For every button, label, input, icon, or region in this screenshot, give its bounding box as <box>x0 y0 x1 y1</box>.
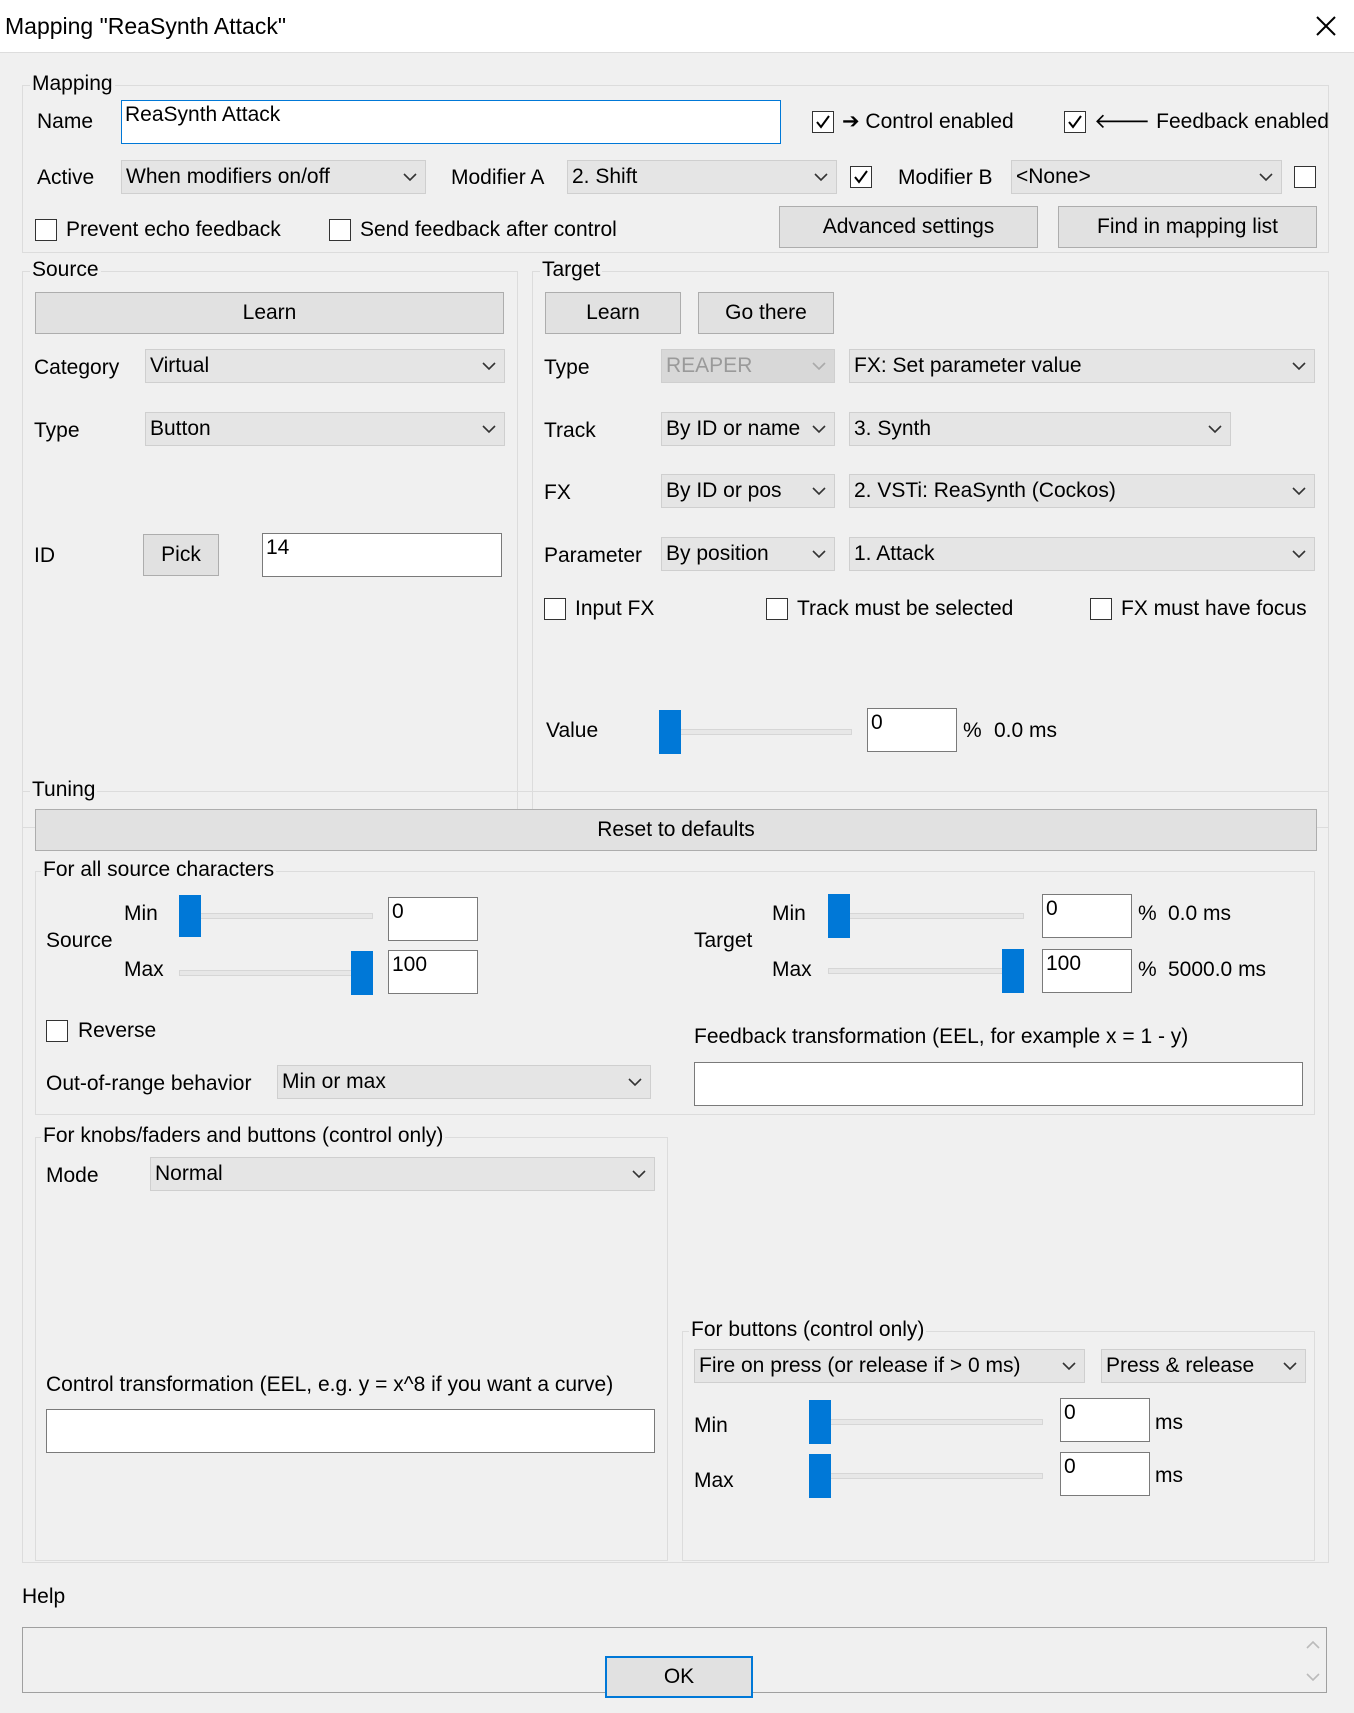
send-feedback-after-label: Send feedback after control <box>360 218 617 241</box>
scroll-down-icon[interactable] <box>1306 1672 1320 1682</box>
target-min-unit: % <box>1138 902 1157 925</box>
slider-track <box>828 968 1024 974</box>
modifier-a-select[interactable] <box>567 160 837 194</box>
slider-thumb[interactable] <box>179 895 201 937</box>
chevron-down-icon <box>1283 1361 1297 1371</box>
name-input[interactable] <box>121 100 781 144</box>
active-select-value: When modifiers on/off <box>126 165 330 188</box>
chevron-down-icon <box>482 361 496 371</box>
modifier-a-label: Modifier A <box>451 166 545 189</box>
chevron-down-icon <box>632 1169 646 1179</box>
chevron-down-icon <box>1292 361 1306 371</box>
feedback-enabled-checkbox[interactable] <box>1064 111 1086 133</box>
value-input[interactable] <box>867 708 957 752</box>
button-min-label: Min <box>694 1414 728 1437</box>
slider-thumb[interactable] <box>828 894 850 938</box>
prevent-echo-checkbox[interactable] <box>35 219 57 241</box>
fire-mode-select[interactable] <box>694 1349 1085 1383</box>
out-of-range-select[interactable] <box>277 1065 651 1099</box>
input-fx-checkbox[interactable] <box>544 598 566 620</box>
close-icon[interactable] <box>1298 0 1354 52</box>
mode-value: Normal <box>155 1162 223 1185</box>
source-group-title: Source <box>32 258 99 281</box>
target-max-label: Max <box>772 958 812 981</box>
parameter-label: Parameter <box>544 544 643 567</box>
fx-focus-label: FX must have focus <box>1121 597 1307 620</box>
track-selected-label: Track must be selected <box>797 597 1014 620</box>
source-learn-button[interactable]: Learn <box>35 292 504 334</box>
modifier-b-label: Modifier B <box>898 166 993 189</box>
track-selected-checkbox[interactable] <box>766 598 788 620</box>
value-label: Value <box>546 719 599 742</box>
slider-track <box>659 729 852 735</box>
feedback-transform-input[interactable] <box>694 1062 1303 1106</box>
modifier-b-checkbox[interactable] <box>1294 166 1316 188</box>
source-min-value: 0 <box>392 900 404 923</box>
parameter-mode-value: By position <box>666 542 769 565</box>
input-fx-label: Input FX <box>575 597 655 620</box>
source-min-slider[interactable] <box>179 895 373 937</box>
control-transform-label: Control transformation (EEL, e.g. y = x^8 if you want a curve) <box>46 1373 614 1396</box>
button-min-value: 0 <box>1064 1401 1076 1424</box>
fx-select[interactable] <box>849 474 1315 508</box>
slider-track <box>179 970 373 976</box>
slider-track <box>828 913 1024 919</box>
source-min-input[interactable] <box>388 897 478 941</box>
press-mode-select[interactable] <box>1101 1349 1306 1383</box>
chevron-down-icon <box>812 549 826 559</box>
source-type-label: Type <box>34 419 80 442</box>
reverse-checkbox[interactable] <box>46 1020 68 1042</box>
fire-mode-value: Fire on press (or release if > 0 ms) <box>699 1354 1021 1377</box>
tuning-target-label: Target <box>694 929 753 952</box>
out-of-range-label: Out-of-range behavior <box>46 1072 252 1095</box>
active-label: Active <box>37 166 95 189</box>
target-type-value: FX: Set parameter value <box>854 354 1082 377</box>
name-input-value: ReaSynth Attack <box>125 103 281 126</box>
button-max-slider[interactable] <box>809 1454 1043 1498</box>
chevron-down-icon <box>1208 424 1222 434</box>
fx-value: 2. VSTi: ReaSynth (Cockos) <box>854 479 1116 502</box>
id-label: ID <box>34 544 55 567</box>
track-mode-value: By ID or name <box>666 417 801 440</box>
id-input-value: 14 <box>266 536 290 559</box>
modifier-a-value: 2. Shift <box>572 165 638 188</box>
value-slider[interactable] <box>659 710 852 754</box>
mode-label: Mode <box>46 1164 99 1187</box>
target-group-title: Target <box>542 258 601 281</box>
button-min-unit: ms <box>1155 1411 1183 1434</box>
target-type-category-select <box>661 349 835 383</box>
chevron-down-icon <box>814 172 828 182</box>
name-label: Name <box>37 110 94 133</box>
out-of-range-value: Min or max <box>282 1070 386 1093</box>
button-min-input[interactable] <box>1060 1398 1150 1442</box>
knobs-faders-group <box>35 1137 668 1561</box>
target-min-readout: 0.0 ms <box>1168 902 1232 925</box>
chevron-down-icon <box>628 1077 642 1087</box>
target-type-label: Type <box>544 356 590 379</box>
source-min-label: Min <box>124 902 158 925</box>
category-value: Virtual <box>150 354 210 377</box>
value-readout: 0.0 ms <box>994 719 1058 742</box>
control-enabled-label: ➔ Control enabled <box>842 110 1014 133</box>
slider-thumb[interactable] <box>809 1400 831 1444</box>
pick-button[interactable]: Pick <box>143 534 219 576</box>
advanced-settings-button[interactable]: Advanced settings <box>779 206 1038 248</box>
button-max-label: Max <box>694 1469 734 1492</box>
active-select[interactable] <box>121 160 426 194</box>
slider-thumb[interactable] <box>809 1454 831 1498</box>
button-min-slider[interactable] <box>809 1400 1043 1444</box>
mapping-group-title: Mapping <box>32 72 113 95</box>
go-there-button[interactable]: Go there <box>698 292 834 334</box>
chevron-down-icon <box>482 424 496 434</box>
target-max-value: 100 <box>1046 952 1082 975</box>
target-min-slider[interactable] <box>828 894 1024 938</box>
modifier-b-value: <None> <box>1016 165 1091 188</box>
scroll-up-icon[interactable] <box>1306 1640 1320 1650</box>
target-type-category-value: REAPER <box>666 354 753 377</box>
fx-label: FX <box>544 481 571 504</box>
knobs-faders-title: For knobs/faders and buttons (control only) <box>43 1124 444 1147</box>
chevron-down-icon <box>1259 172 1273 182</box>
track-label: Track <box>544 419 596 442</box>
category-label: Category <box>34 356 120 379</box>
chevron-down-icon <box>1292 549 1306 559</box>
source-type-select[interactable] <box>145 412 505 446</box>
control-transform-input[interactable] <box>46 1409 655 1453</box>
ok-button[interactable]: OK <box>605 1656 753 1698</box>
modifier-b-select[interactable] <box>1011 160 1282 194</box>
find-in-mapping-list-button[interactable]: Find in mapping list <box>1058 206 1317 248</box>
target-max-input[interactable] <box>1042 949 1132 993</box>
all-source-chars-title: For all source characters <box>43 858 275 881</box>
value-input-value: 0 <box>871 711 883 734</box>
value-unit: % <box>963 719 982 742</box>
slider-track <box>179 913 373 919</box>
control-enabled-checkbox[interactable] <box>812 111 834 133</box>
dialog-body <box>0 52 1354 1713</box>
chevron-down-icon <box>812 486 826 496</box>
target-max-slider[interactable] <box>828 949 1024 993</box>
target-learn-button[interactable]: Learn <box>545 292 681 334</box>
mode-select[interactable] <box>150 1157 655 1191</box>
target-max-readout: 5000.0 ms <box>1168 958 1267 981</box>
target-min-value: 0 <box>1046 897 1058 920</box>
track-mode-select[interactable] <box>661 412 835 446</box>
fx-mode-value: By ID or pos <box>666 479 782 502</box>
slider-track <box>809 1419 1043 1425</box>
id-input[interactable] <box>262 533 502 577</box>
slider-thumb[interactable] <box>659 710 681 754</box>
help-label: Help <box>22 1585 66 1608</box>
track-value: 3. Synth <box>854 417 932 440</box>
tuning-group-title: Tuning <box>32 778 96 801</box>
target-min-input[interactable] <box>1042 894 1132 938</box>
parameter-select[interactable] <box>849 537 1315 571</box>
fx-mode-select[interactable] <box>661 474 835 508</box>
modifier-a-checkbox[interactable] <box>850 166 872 188</box>
button-max-value: 0 <box>1064 1455 1076 1478</box>
source-max-value: 100 <box>392 953 428 976</box>
chevron-down-icon <box>1292 486 1306 496</box>
send-feedback-after-checkbox[interactable] <box>329 219 351 241</box>
source-max-input[interactable] <box>388 950 478 994</box>
chevron-down-icon <box>812 424 826 434</box>
slider-thumb[interactable] <box>1002 949 1024 993</box>
feedback-enabled-label: 🡐 Feedback enabled <box>1094 110 1329 133</box>
tuning-source-label: Source <box>46 929 113 952</box>
reverse-label: Reverse <box>78 1019 157 1042</box>
parameter-value: 1. Attack <box>854 542 935 565</box>
target-type-select[interactable] <box>849 349 1315 383</box>
title-bar <box>0 0 1354 52</box>
source-max-label: Max <box>124 958 164 981</box>
window-title: Mapping "ReaSynth Attack" <box>5 13 286 39</box>
feedback-transform-label: Feedback transformation (EEL, for example x = 1 - y) <box>694 1025 1189 1048</box>
source-max-slider[interactable] <box>179 951 373 995</box>
track-select[interactable] <box>849 412 1231 446</box>
fx-focus-checkbox[interactable] <box>1090 598 1112 620</box>
target-max-unit: % <box>1138 958 1157 981</box>
buttons-group-title: For buttons (control only) <box>691 1318 925 1341</box>
press-mode-value: Press & release <box>1106 1354 1255 1377</box>
reset-to-defaults-button[interactable]: Reset to defaults <box>35 809 1317 851</box>
category-select[interactable] <box>145 349 505 383</box>
parameter-mode-select[interactable] <box>661 537 835 571</box>
button-max-unit: ms <box>1155 1464 1183 1487</box>
button-max-input[interactable] <box>1060 1452 1150 1496</box>
source-type-value: Button <box>150 417 211 440</box>
chevron-down-icon <box>1062 1361 1076 1371</box>
chevron-down-icon <box>403 172 417 182</box>
chevron-down-icon <box>812 361 826 371</box>
slider-track <box>809 1473 1043 1479</box>
target-min-label: Min <box>772 902 806 925</box>
slider-thumb[interactable] <box>351 951 373 995</box>
prevent-echo-label: Prevent echo feedback <box>66 218 281 241</box>
